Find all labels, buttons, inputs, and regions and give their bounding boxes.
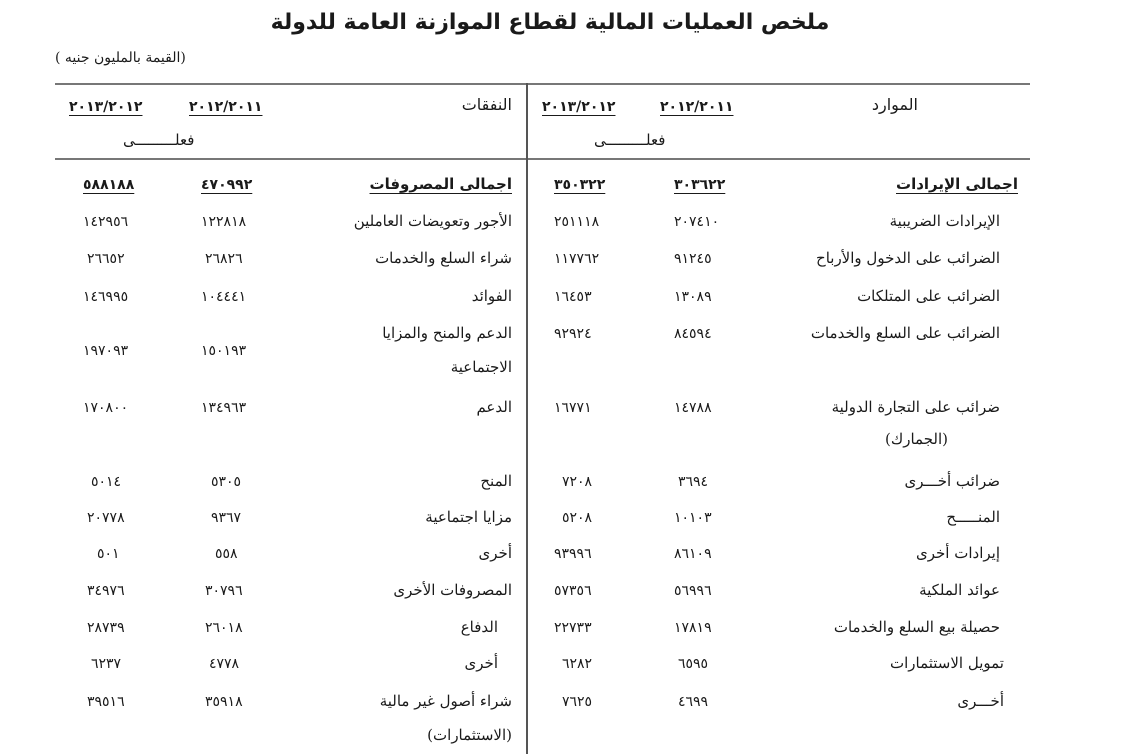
expense-row-value-2012-2013: ١٤٦٩٩٥ <box>83 289 129 305</box>
expense-row-label: المنح <box>480 472 512 490</box>
header-rule <box>55 158 1030 160</box>
expense-row-value-2012-2013: ١٩٧٠٩٣ <box>83 343 129 359</box>
expense-row-value-2012-2013: ٣٤٩٧٦ <box>87 583 125 599</box>
revenue-row-label: المنـــــح <box>946 508 1000 526</box>
revenue-row-value-2011-2012: ٤٦٩٩ <box>678 694 709 710</box>
expense-row-label: المصروفات الأخرى <box>393 581 512 599</box>
expense-row-value-2012-2013: ٢٨٧٣٩ <box>87 620 125 636</box>
expense-row-value-2011-2012: ١٠٤٤٤١ <box>201 289 247 305</box>
expense-row-label: أخرى <box>478 544 512 562</box>
expense-year-2012-2013: ٢٠١٣/٢٠١٢ <box>69 99 143 115</box>
revenue-row-value-2011-2012: ٦٥٩٥ <box>678 656 709 672</box>
revenue-row-value-2012-2013: ٩٢٩٢٤ <box>554 326 592 342</box>
expense-row-label: أخرى <box>464 654 498 672</box>
expense-row-label: الدفاع <box>460 618 498 636</box>
revenue-row-label: إيرادات أخرى <box>916 544 1000 562</box>
expense-row-value-2011-2012: ٤٧٧٨ <box>209 656 240 672</box>
revenue-row-value-2011-2012: ٨٦١٠٩ <box>674 546 712 562</box>
expense-row-label-line2: الاجتماعية <box>450 358 512 376</box>
expense-row-value-2012-2013: ٦٢٣٧ <box>91 656 122 672</box>
revenue-row-label-line2: (الجمارك) <box>885 430 948 448</box>
revenue-row-label: عوائد الملكية <box>919 581 1000 599</box>
revenue-total-2012-2013: ٣٥٠٣٢٢ <box>554 177 606 193</box>
expense-row-label: شراء أصول غير مالية <box>379 692 512 710</box>
revenue-row-label: الإيرادات الضريبية <box>889 212 1000 230</box>
revenue-actual-label: فعلـــــــــى <box>594 131 666 149</box>
revenue-row-value-2012-2013: ٦٢٨٢ <box>562 656 593 672</box>
revenue-row-label: أخـــرى <box>957 692 1004 710</box>
revenue-row-value-2011-2012: ٥٦٩٩٦ <box>674 583 712 599</box>
expense-row-value-2011-2012: ١٢٢٨١٨ <box>201 214 247 230</box>
expense-header-label: النفقات <box>461 95 512 114</box>
unit-note: (القيمة بالمليون جنيه ) <box>55 50 186 66</box>
revenue-total-label: اجمالى الإيرادات <box>896 175 1018 193</box>
revenue-row-value-2012-2013: ٩٣٩٩٦ <box>554 546 592 562</box>
revenue-row-value-2012-2013: ٢٢٧٣٣ <box>554 620 592 636</box>
expense-row-label: شراء السلع والخدمات <box>375 249 512 267</box>
revenue-row-value-2012-2013: ٢٥١١١٨ <box>554 214 600 230</box>
expense-row-value-2012-2013: ٥٠١ <box>97 546 120 562</box>
expense-row-label: الدعم <box>476 398 512 416</box>
top-rule <box>55 83 1030 85</box>
expense-total-2011-2012: ٤٧٠٩٩٢ <box>201 177 253 193</box>
expense-row-value-2011-2012: ٢٦٠١٨ <box>205 620 243 636</box>
expense-total-label: اجمالى المصروفات <box>369 175 512 193</box>
revenue-row-value-2012-2013: ١١٧٧٦٢ <box>554 251 600 267</box>
expense-row-value-2012-2013: ١٤٢٩٥٦ <box>83 214 129 230</box>
expense-total-2012-2013: ٥٨٨١٨٨ <box>83 177 135 193</box>
revenue-row-label: الضرائب على المتلكات <box>857 287 1000 305</box>
revenue-year-2011-2012: ٢٠١٢/٢٠١١ <box>660 99 734 115</box>
expense-row-label-line2: (الاستثمارات) <box>427 726 512 744</box>
expense-row-value-2011-2012: ٣٠٧٩٦ <box>205 583 243 599</box>
expense-row-value-2012-2013: ٣٩٥١٦ <box>87 694 125 710</box>
revenue-row-label: الضرائب على الدخول والأرباح <box>816 249 1000 267</box>
expense-row-value-2011-2012: ١٣٤٩٦٣ <box>201 400 247 416</box>
expense-row-label: مزايا اجتماعية <box>425 508 512 526</box>
revenue-row-value-2012-2013: ٥٧٣٥٦ <box>554 583 592 599</box>
expense-row-value-2011-2012: ١٥٠١٩٣ <box>201 343 247 359</box>
expense-row-value-2012-2013: ٢٠٧٧٨ <box>87 510 125 526</box>
expense-row-value-2012-2013: ٢٦٦٥٢ <box>87 251 125 267</box>
revenue-row-label: ضرائب على التجارة الدولية <box>831 398 1000 416</box>
expense-row-label: الدعم والمنح والمزايا <box>382 324 512 342</box>
revenue-row-value-2011-2012: ١٤٧٨٨ <box>674 400 712 416</box>
expense-row-value-2011-2012: ٥٣٠٥ <box>211 474 242 490</box>
revenue-year-2012-2013: ٢٠١٣/٢٠١٢ <box>542 99 616 115</box>
expense-row-value-2012-2013: ٥٠١٤ <box>91 474 122 490</box>
revenue-row-value-2012-2013: ٥٢٠٨ <box>562 510 593 526</box>
revenue-header-label: الموارد <box>871 95 918 114</box>
document-title: ملخص العمليات المالية لقطاع الموازنة العامة للدولة <box>270 10 830 35</box>
revenue-row-value-2012-2013: ٧٢٠٨ <box>562 474 593 490</box>
revenue-row-value-2011-2012: ٣٦٩٤ <box>678 474 709 490</box>
revenue-row-value-2011-2012: ١٣٠٨٩ <box>674 289 712 305</box>
revenue-row-value-2012-2013: ١٦٧٧١ <box>554 400 592 416</box>
revenue-row-value-2011-2012: ٢٠٧٤١٠ <box>674 214 720 230</box>
expense-row-value-2011-2012: ٣٥٩١٨ <box>205 694 243 710</box>
revenue-row-value-2011-2012: ٨٤٥٩٤ <box>674 326 712 342</box>
expense-row-value-2012-2013: ١٧٠٨٠٠ <box>83 400 129 416</box>
revenue-row-value-2011-2012: ٩١٢٤٥ <box>674 251 712 267</box>
revenue-row-label: حصيلة بيع السلع والخدمات <box>833 618 1000 636</box>
revenue-total-2011-2012: ٣٠٣٦٢٢ <box>674 177 726 193</box>
revenue-row-label: تمويل الاستثمارات <box>889 654 1004 672</box>
expense-actual-label: فعلـــــــــى <box>123 131 195 149</box>
expense-row-value-2011-2012: ٩٣٦٧ <box>211 510 242 526</box>
revenue-row-value-2011-2012: ١٧٨١٩ <box>674 620 712 636</box>
column-divider <box>526 83 528 754</box>
revenue-row-label: الضرائب على السلع والخدمات <box>810 324 1000 342</box>
expense-row-value-2011-2012: ٥٥٨ <box>215 546 238 562</box>
revenue-row-value-2011-2012: ١٠١٠٣ <box>674 510 712 526</box>
expense-row-label: الفوائد <box>471 287 512 305</box>
revenue-row-value-2012-2013: ١٦٤٥٣ <box>554 289 592 305</box>
expense-row-value-2011-2012: ٢٦٨٢٦ <box>205 251 243 267</box>
revenue-row-value-2012-2013: ٧٦٢٥ <box>562 694 593 710</box>
expense-year-2011-2012: ٢٠١٢/٢٠١١ <box>189 99 263 115</box>
revenue-row-label: ضرائب أخـــرى <box>904 472 1000 490</box>
expense-row-label: الأجور وتعويضات العاملين <box>353 212 512 230</box>
